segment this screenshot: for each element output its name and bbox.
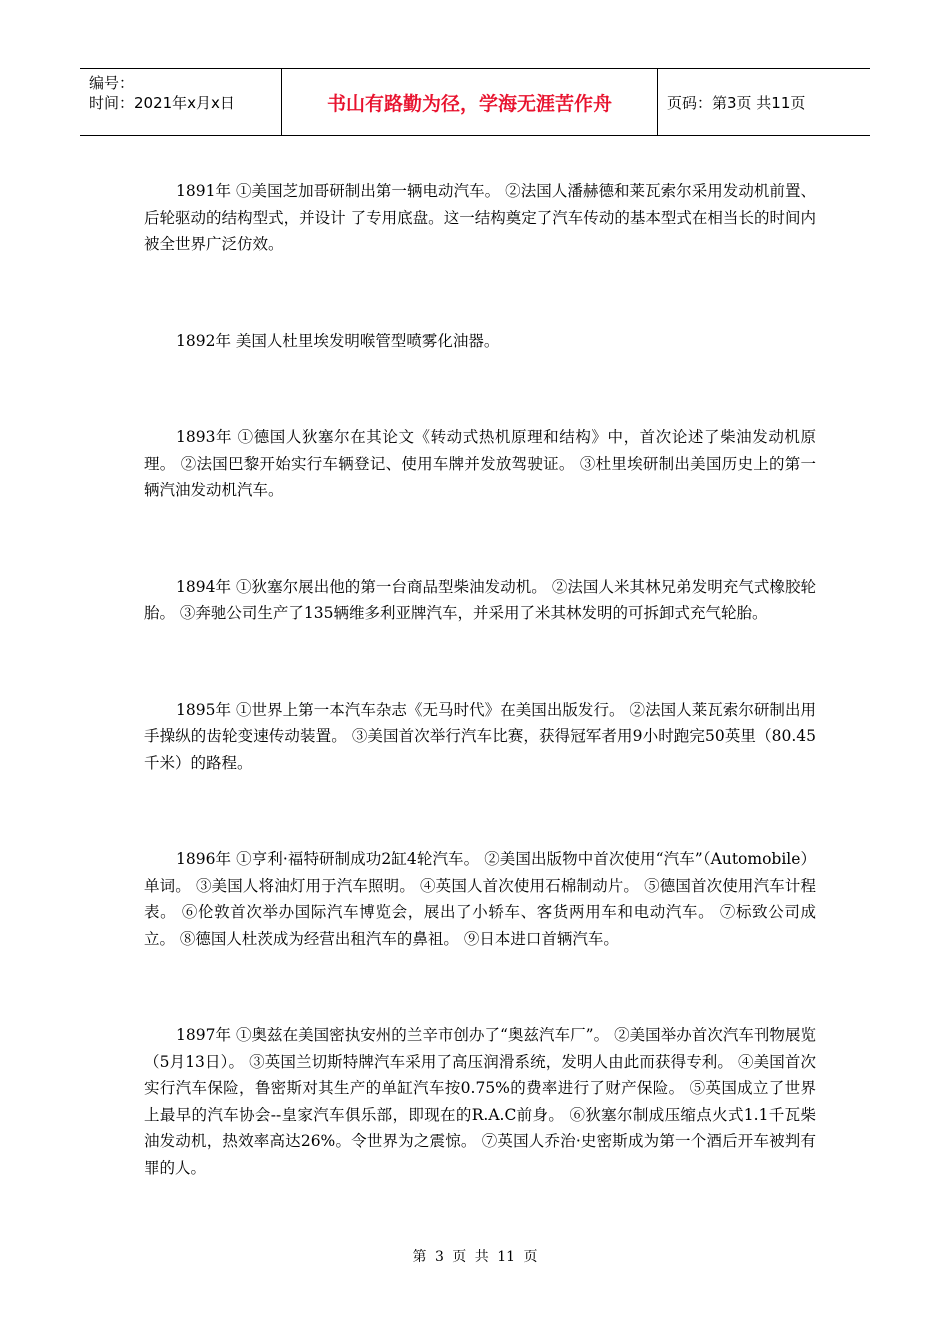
paragraph-1894: 1894年 ①狄塞尔展出他的第一台商品型柴油发动机。 ②法国人米其林兄弟发明充气式橡胶轮胎。 ③奔驰公司生产了135辆维多利亚牌汽车，并采用了米其林发明的可拆卸式充气轮胎。 (144, 577, 816, 622)
paragraph-1895: 1895年 ①世界上第一本汽车杂志《无马时代》在美国出版发行。 ②法国人莱瓦索尔研制出用手操纵的齿轮变速传动装置。 ③美国首次举行汽车比赛，获得冠军者用9小时跑完50英里（80.45千米）的路程。 (144, 700, 816, 772)
page-footer: 第 3 页 共 11 页 (412, 1249, 538, 1265)
paragraph-1891: 1891年 ①美国芝加哥研制出第一辆电动汽车。 ②法国人潘赫德和莱瓦索尔采用发动机前置、后轮驱动的结构型式，并设计 了专用底盘。这一结构奠定了汽车传动的基本型式在相当长的时间内被全世界广泛仿效。 (144, 182, 816, 253)
document-body (144, 178, 816, 1181)
paragraph-1896: 1896年 ①亨利·福特研制成功2缸4轮汽车。 ②美国出版物中首次使用“汽车”（Automobile）单词。 ③美国人将油灯用于汽车照明。 ④英国人首次使用石棉制动片。 ⑤德国首次使用汽车计程表。 ⑥伦敦首次举办国际汽车博览会，展出了小轿车、客货两用车和电动汽车。 ⑦标致公司成立。 ⑧德国人杜茨成为经营出租汽车的鼻祖。 ⑨日本进口首辆汽车。 (144, 850, 816, 948)
paragraph-1892: 1892年 美国人杜里埃发明喉管型喷雾化油器。 (176, 331, 500, 350)
number-label: 编号： (89, 74, 135, 92)
page-header (80, 68, 870, 136)
paragraph-1897: 1897年 ①奥兹在美国密执安州的兰辛市创办了“奥兹汽车厂”。 ②美国举办首次汽车刊物展览（5月13日）。 ③英国兰切斯特牌汽车采用了高压润滑系统，发明人由此而获得专利。 ④美国首次实行汽车保险，鲁密斯对其生产的单缸汽车按0.75%的费率进行了财产保险。 ⑤英国成立了世界上最早的汽车协会--皇家汽车俱乐部，即现在的R.A.C前身。 ⑥狄塞尔制成压缩点火式1.1千瓦柴油发动机，热效率高达26%。令世界为之震惊。 ⑦英国人乔治·史密斯成为第一个酒后开车被判有罪的人。 (144, 1026, 816, 1177)
header-meta (80, 69, 281, 135)
time-label: 时间：2021年x月x日 (89, 94, 235, 112)
paragraph-1893: 1893年 ①德国人狄塞尔在其论文《转动式热机原理和结构》中，首次论述了柴油发动机原理。 ②法国巴黎开始实行车辆登记、使用车牌并发放驾驶证。 ③杜里埃研制出美国历史上的第一辆汽油发动机汽车。 (144, 428, 816, 499)
header-page-label: 页码：第3页 共11页 (667, 93, 806, 112)
header-motto: 书山有路勤为径，学海无涯苦作舟 (281, 69, 658, 135)
